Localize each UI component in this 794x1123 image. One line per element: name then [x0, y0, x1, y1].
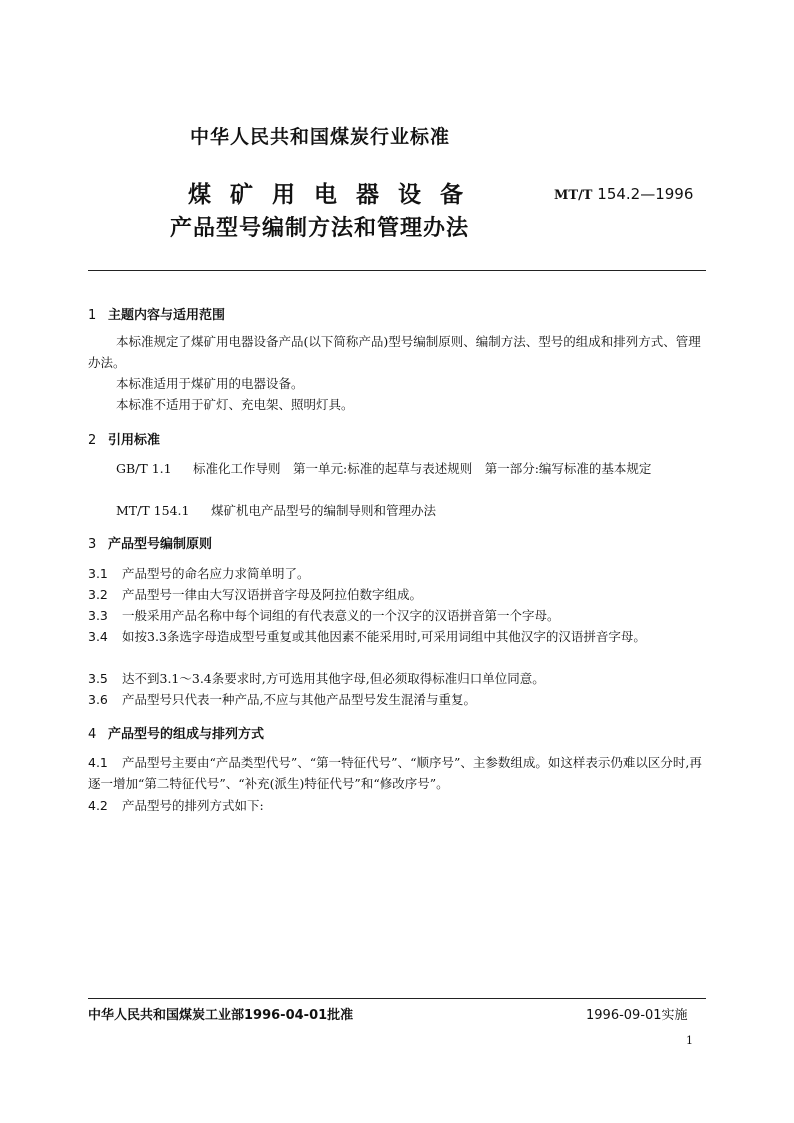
clause-3-2: [88, 584, 706, 605]
section-title: 产品型号编制原则: [108, 537, 213, 552]
section-number: 1: [88, 308, 97, 323]
reference-title: 煤矿机电产品型号的编制导则和管理办法: [211, 503, 437, 518]
clause-number: 4.1: [88, 755, 108, 770]
standard-code: 154.2—1996: [597, 185, 694, 203]
section-title: 引用标准: [108, 433, 161, 448]
footer-divider: [88, 998, 706, 999]
clause-3-6: [88, 689, 706, 710]
clause-number: 3.4: [88, 629, 108, 644]
header-divider: [88, 270, 706, 271]
clause-text: 产品型号只代表一种产品,不应与其他产品型号发生混淆与重复。: [122, 692, 476, 707]
reference-code: GB/T 1.1: [116, 461, 172, 476]
issuing-agency: 中华人民共和国煤炭行业标准: [190, 126, 451, 148]
section-title: 产品型号的组成与排列方式: [108, 727, 265, 742]
section-number: 3: [88, 537, 97, 552]
clause-text: 产品型号一律由大写汉语拼音字母及阿拉伯数字组成。: [122, 587, 423, 602]
standard-prefix: MT/T: [554, 188, 593, 203]
clause-number: 3.3: [88, 608, 108, 623]
clause-4-1: [88, 752, 706, 794]
standard-number: [554, 185, 693, 203]
section-number: 4: [88, 727, 97, 742]
clause-number: 3.1: [88, 566, 108, 581]
section-1-para-1: 本标准规定了煤矿用电器设备产品(以下简称产品)型号编制原则、编制方法、型号的组成和排列方式、管理办法。: [88, 334, 701, 370]
page-number: 1: [686, 1034, 693, 1047]
title-line-2: 产品型号编制方法和管理办法: [170, 216, 470, 241]
section-1-para-3: 本标准不适用于矿灯、充电架、照明灯具。: [116, 397, 354, 412]
section-2-heading: [88, 429, 160, 448]
clause-4-2: [88, 795, 706, 816]
clause-text: 产品型号主要由“产品类型代号”、“第一特征代号”、“顺序号”、主参数组成。如这样表示仍难以区分时,再逐一增加“第二特征代号”、“补充(派生)特征代号”和“修改序号”。: [88, 755, 702, 791]
clause-number: 4.2: [88, 798, 108, 813]
clause-3-5: [88, 668, 706, 689]
clause-text: 达不到3.1～3.4条要求时,方可选用其他字母,但必须取得标准归口单位同意。: [122, 671, 545, 686]
clause-text: 产品型号的排列方式如下:: [122, 798, 264, 813]
clause-text: 一般采用产品名称中每个词组的有代表意义的一个汉字的汉语拼音第一个字母。: [122, 608, 560, 623]
approval-line: 中华人民共和国煤炭工业部1996-04-01批准: [88, 1008, 354, 1023]
effective-date: 1996-09-01实施: [586, 1008, 688, 1023]
clause-number: 3.6: [88, 692, 108, 707]
clause-3-4: [88, 626, 706, 647]
clause-3-1: [88, 563, 706, 584]
section-1-heading: [88, 304, 225, 323]
section-title: 主题内容与适用范围: [108, 308, 226, 323]
reference-code: MT/T 154.1: [116, 503, 190, 518]
reference-title: 标准化工作导则 第一单元:标准的起草与表述规则 第一部分:编写标准的基本规定: [193, 461, 652, 476]
clause-text: 如按3.3条选字母造成型号重复或其他因素不能采用时,可采用词组中其他汉字的汉语拼音字母。: [122, 629, 646, 644]
clause-number: 3.2: [88, 587, 108, 602]
section-4-heading: [88, 723, 264, 742]
section-number: 2: [88, 433, 97, 448]
clause-text: 产品型号的命名应力求简单明了。: [122, 566, 310, 581]
clause-3-3: [88, 605, 706, 626]
section-3-heading: [88, 533, 212, 552]
title-line-1: 煤矿用电器设备: [188, 182, 482, 208]
section-1-para-2: 本标准适用于煤矿用的电器设备。: [116, 376, 304, 391]
clause-number: 3.5: [88, 671, 108, 686]
